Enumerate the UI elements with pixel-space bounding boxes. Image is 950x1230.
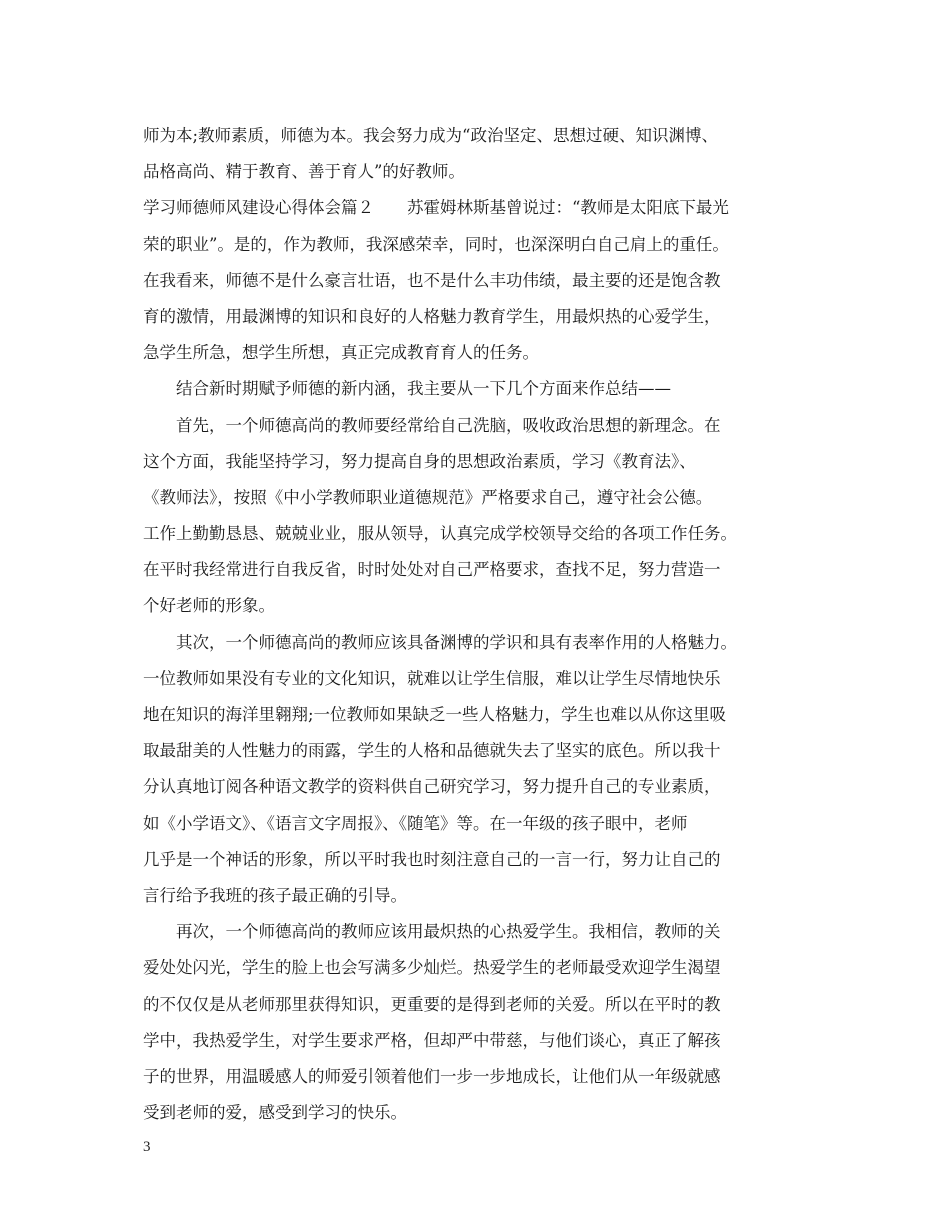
text-line: 其次，一个师德高尚的教师应该具备渊博的学识和具有表率作用的人格魅力。 (176, 632, 737, 652)
text-line: 个好老师的形象。 (143, 596, 275, 616)
text-line: 荣的职业”。是的，作为教师，我深感荣幸，同时，也深深明白自己肩上的重任。 (143, 234, 729, 254)
text-line: 子的世界，用温暖感人的师爱引领着他们一步一步地成长，让他们从一年级就感 (143, 1066, 721, 1086)
text-line: 受到老师的爱，感受到学习的快乐。 (143, 1103, 407, 1123)
text-line: 地在知识的海洋里翱翔;一位教师如果缺乏一些人格魅力，学生也难以从你这里吸 (143, 705, 727, 724)
text-line: 品格高尚、精于教育、善于育人”的好教师。 (143, 162, 465, 182)
text-line: 再次，一个师德高尚的教师应该用最炽热的心热爱学生。我相信，教师的关 (176, 922, 721, 942)
body-text (143, 118, 823, 1131)
text-line: 师为本;教师素质，师德为本。我会努力成为“政治坚定、思想过硬、知识渊博、 (143, 126, 718, 145)
text-line: 爱处处闪光，学生的脸上也会写满多少灿烂。热爱学生的老师最受欢迎学生渴望 (143, 958, 721, 978)
text-line: 《教师法》，按照《中小学教师职业道德规范》严格要求自己，遵守社会公德。 (143, 487, 713, 507)
text-line: 的不仅仅是从老师那里获得知识，更重要的是得到老师的关爱。所以在平时的教 (143, 994, 721, 1014)
text-line: 首先，一个师德高尚的教师要经常给自己洗脑，吸收政治思想的新理念。在 (176, 415, 721, 435)
text-line: 这个方面，我能坚持学习，努力提高自身的思想政治素质，学习《教育法》、 (143, 451, 696, 471)
text-line: 如《小学语文》、《语言文字周报》、《随笔》等。在一年级的孩子眼中，老师 (143, 813, 688, 833)
text-line: 几乎是一个神话的形象，所以平时我也时刻注意自己的一言一行，努力让自己的 (143, 849, 721, 869)
text-line: 在我看来，师德不是什么豪言壮语，也不是什么丰功伟绩，最主要的还是饱含教 (143, 270, 721, 290)
text-line: 学中，我热爱学生，对学生要求严格，但却严中带慈，与他们谈心，真正了解孩 (143, 1030, 721, 1050)
text-line: 言行给予我班的孩子最正确的引导。 (143, 885, 407, 905)
text-line: 育的激情，用最渊博的知识和良好的人格魅力教育学生，用最炽热的心爱学生， (143, 306, 721, 326)
text-line: 学习师德师风建设心得体会篇２ 苏霍姆林斯基曾说过：“教师是太阳底下最光 (143, 198, 729, 218)
text-line: 分认真地订阅各种语文教学的资料供自己研究学习，努力提升自己的专业素质， (143, 777, 721, 797)
text-line: 结合新时期赋予师德的新内涵，我主要从一下几个方面来作总结—— (176, 379, 671, 399)
text-line: 取最甜美的人性魅力的雨露，学生的人格和品德就失去了坚实的底色。所以我十 (143, 741, 721, 761)
text-line: 一位教师如果没有专业的文化知识，就难以让学生信服，难以让学生尽情地快乐 (143, 668, 721, 688)
text-line: 急学生所急，想学生所想，真正完成教育育人的任务。 (143, 343, 539, 363)
text-line: 在平时我经常进行自我反省，时时处处对自己严格要求，查找不足，努力营造一 (143, 560, 721, 580)
text-line: 工作上勤勤恳恳、兢兢业业，服从领导，认真完成学校领导交给的各项工作任务。 (143, 524, 737, 544)
page-number: 3 (143, 1139, 151, 1155)
